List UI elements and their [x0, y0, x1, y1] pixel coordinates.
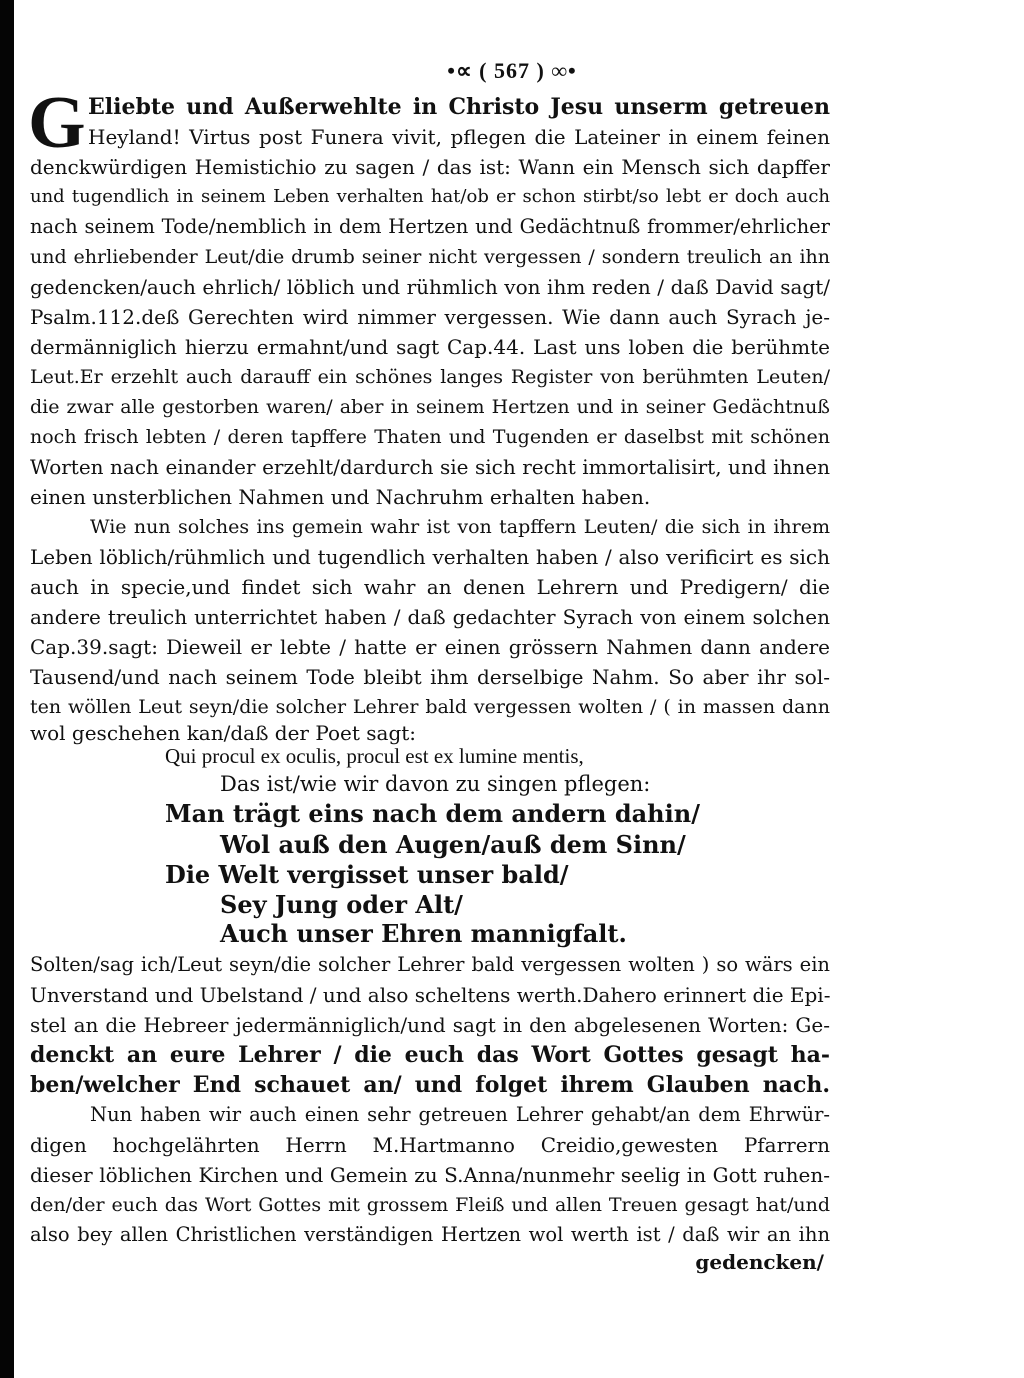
text-line: gedencken/auch ehrlich/ löblich und rühmlich von ihm reden / daß David sagt/ — [30, 275, 830, 299]
text-line: auch in specie,und findet sich wahr an denen Lehrern und Predigern/ die — [30, 575, 830, 599]
verse-line: Die Welt vergisset unser bald/ — [165, 860, 569, 889]
text-line: Cap.39.sagt: Dieweil er lebte / hatte er einen grössern Nahmen dann andere — [30, 635, 830, 659]
text-line: nach seinem Tode/nemblich in dem Hertzen und Gedächtnuß frommer/ehrlicher — [30, 215, 830, 238]
text-line: und tugendlich in seinem Leben verhalten hat/ob er schon stirbt/so lebt er doch auch — [30, 186, 830, 207]
text-line: einen unsterblichen Nahmen und Nachruhm erhalten haben. — [30, 485, 651, 509]
scan-border — [0, 0, 14, 1378]
text-line: dieser löblichen Kirchen und Gemein zu S.Anna/nunmehr seelig in Gott ruhen- — [30, 1163, 830, 1187]
verse-line: Auch unser Ehren mannigfalt. — [220, 919, 627, 948]
text-line: Solten/sag ich/Leut seyn/die solcher Lehrer bald vergessen wolten ) so wärs ein — [30, 953, 830, 976]
text-line: Wie nun solches ins gemein wahr ist von tapffern Leuten/ die sich in ihrem — [90, 516, 830, 538]
text-line: Unverstand und Ubelstand / und also scheltens werth.Dahero erinnert die Epi- — [30, 983, 831, 1007]
text-line: dermänniglich hierzu ermahnt/und sagt Cap.44. Last uns loben die berühmte — [30, 335, 830, 359]
text-line: ten wöllen Leut seyn/die solcher Lehrer bald vergessen wolten / ( in massen dann — [30, 696, 830, 718]
text-line: andere treulich unterrichtet haben / daß gedachter Syrach von einem solchen — [30, 605, 830, 629]
latin-verse: Qui procul ex oculis, procul est ex lumine mentis, — [165, 744, 584, 768]
verse-line: Wol auß den Augen/auß dem Sinn/ — [220, 830, 686, 859]
text-line: Eliebte und Außerwehlte in Christo Jesu unserm getreuen — [88, 94, 830, 120]
drop-capital: G — [28, 82, 86, 164]
text-line: Leut.Er erzehlt auch darauff ein schönes langes Register von berühmten Leuten/ — [30, 366, 830, 388]
text-line: Worten nach einander erzehlt/dardurch sie sich recht immortalisirt, und ihnen — [30, 455, 830, 479]
text-line: noch frisch lebten / deren tapffere Thaten und Tugenden er daselbst mit schönen — [30, 426, 830, 448]
text-line: und ehrliebender Leut/die drumb seiner nicht vergessen / sondern treulich an ihn — [30, 246, 830, 268]
page-number-header: •∝ ( 567 ) ∞• — [447, 58, 577, 83]
text-line: ben/welcher End schauet an/ und folget ihrem Glauben nach. — [30, 1072, 830, 1098]
text-line: denckt an eure Lehrer / die euch das Wort Gottes gesagt ha- — [30, 1042, 830, 1068]
text-line: stel an die Hebreer jedermänniglich/und sagt in den abgelesenen Worten: Ge- — [30, 1013, 830, 1037]
text-line: digen hochgelährten Herrn M.Hartmanno Creidio,gewesten Pfarrern — [30, 1133, 830, 1157]
text-line: Nun haben wir auch einen sehr getreuen Lehrer gehabt/an dem Ehrwür- — [90, 1103, 830, 1126]
text-line: die zwar alle gestorben waren/ aber in seinem Hertzen und in seiner Gedächtnuß — [30, 396, 830, 418]
catchword: gedencken/ — [695, 1250, 824, 1274]
text-line: wol geschehen kan/daß der Poet sagt: — [30, 721, 417, 745]
text-line: denckwürdigen Hemistichio zu sagen / das ist: Wann ein Mensch sich dapffer — [30, 155, 830, 179]
verse-intro: Das ist/wie wir davon zu singen pflegen: — [220, 772, 651, 796]
text-line: Heyland! Virtus post Funera vivit, pflegen die Lateiner in einem feinen — [88, 125, 830, 149]
text-line: also bey allen Christlichen verständigen Hertzen wol werth ist / daß wir an ihn — [30, 1223, 830, 1246]
text-line: Leben löblich/rühmlich und tugendlich verhalten haben / also verificirt es sich — [30, 545, 830, 569]
text-line: Tausend/und nach seinem Tode bleibt ihm derselbige Nahm. So aber ihr sol- — [30, 665, 830, 689]
verse-line: Man trägt eins nach dem andern dahin/ — [165, 799, 700, 828]
text-line: Psalm.112.deß Gerechten wird nimmer vergessen. Wie dann auch Syrach je- — [30, 305, 830, 329]
verse-line: Sey Jung oder Alt/ — [220, 890, 463, 919]
text-line: den/der euch das Wort Gottes mit grossem Fleiß und allen Treuen gesagt hat/und — [30, 1194, 830, 1216]
